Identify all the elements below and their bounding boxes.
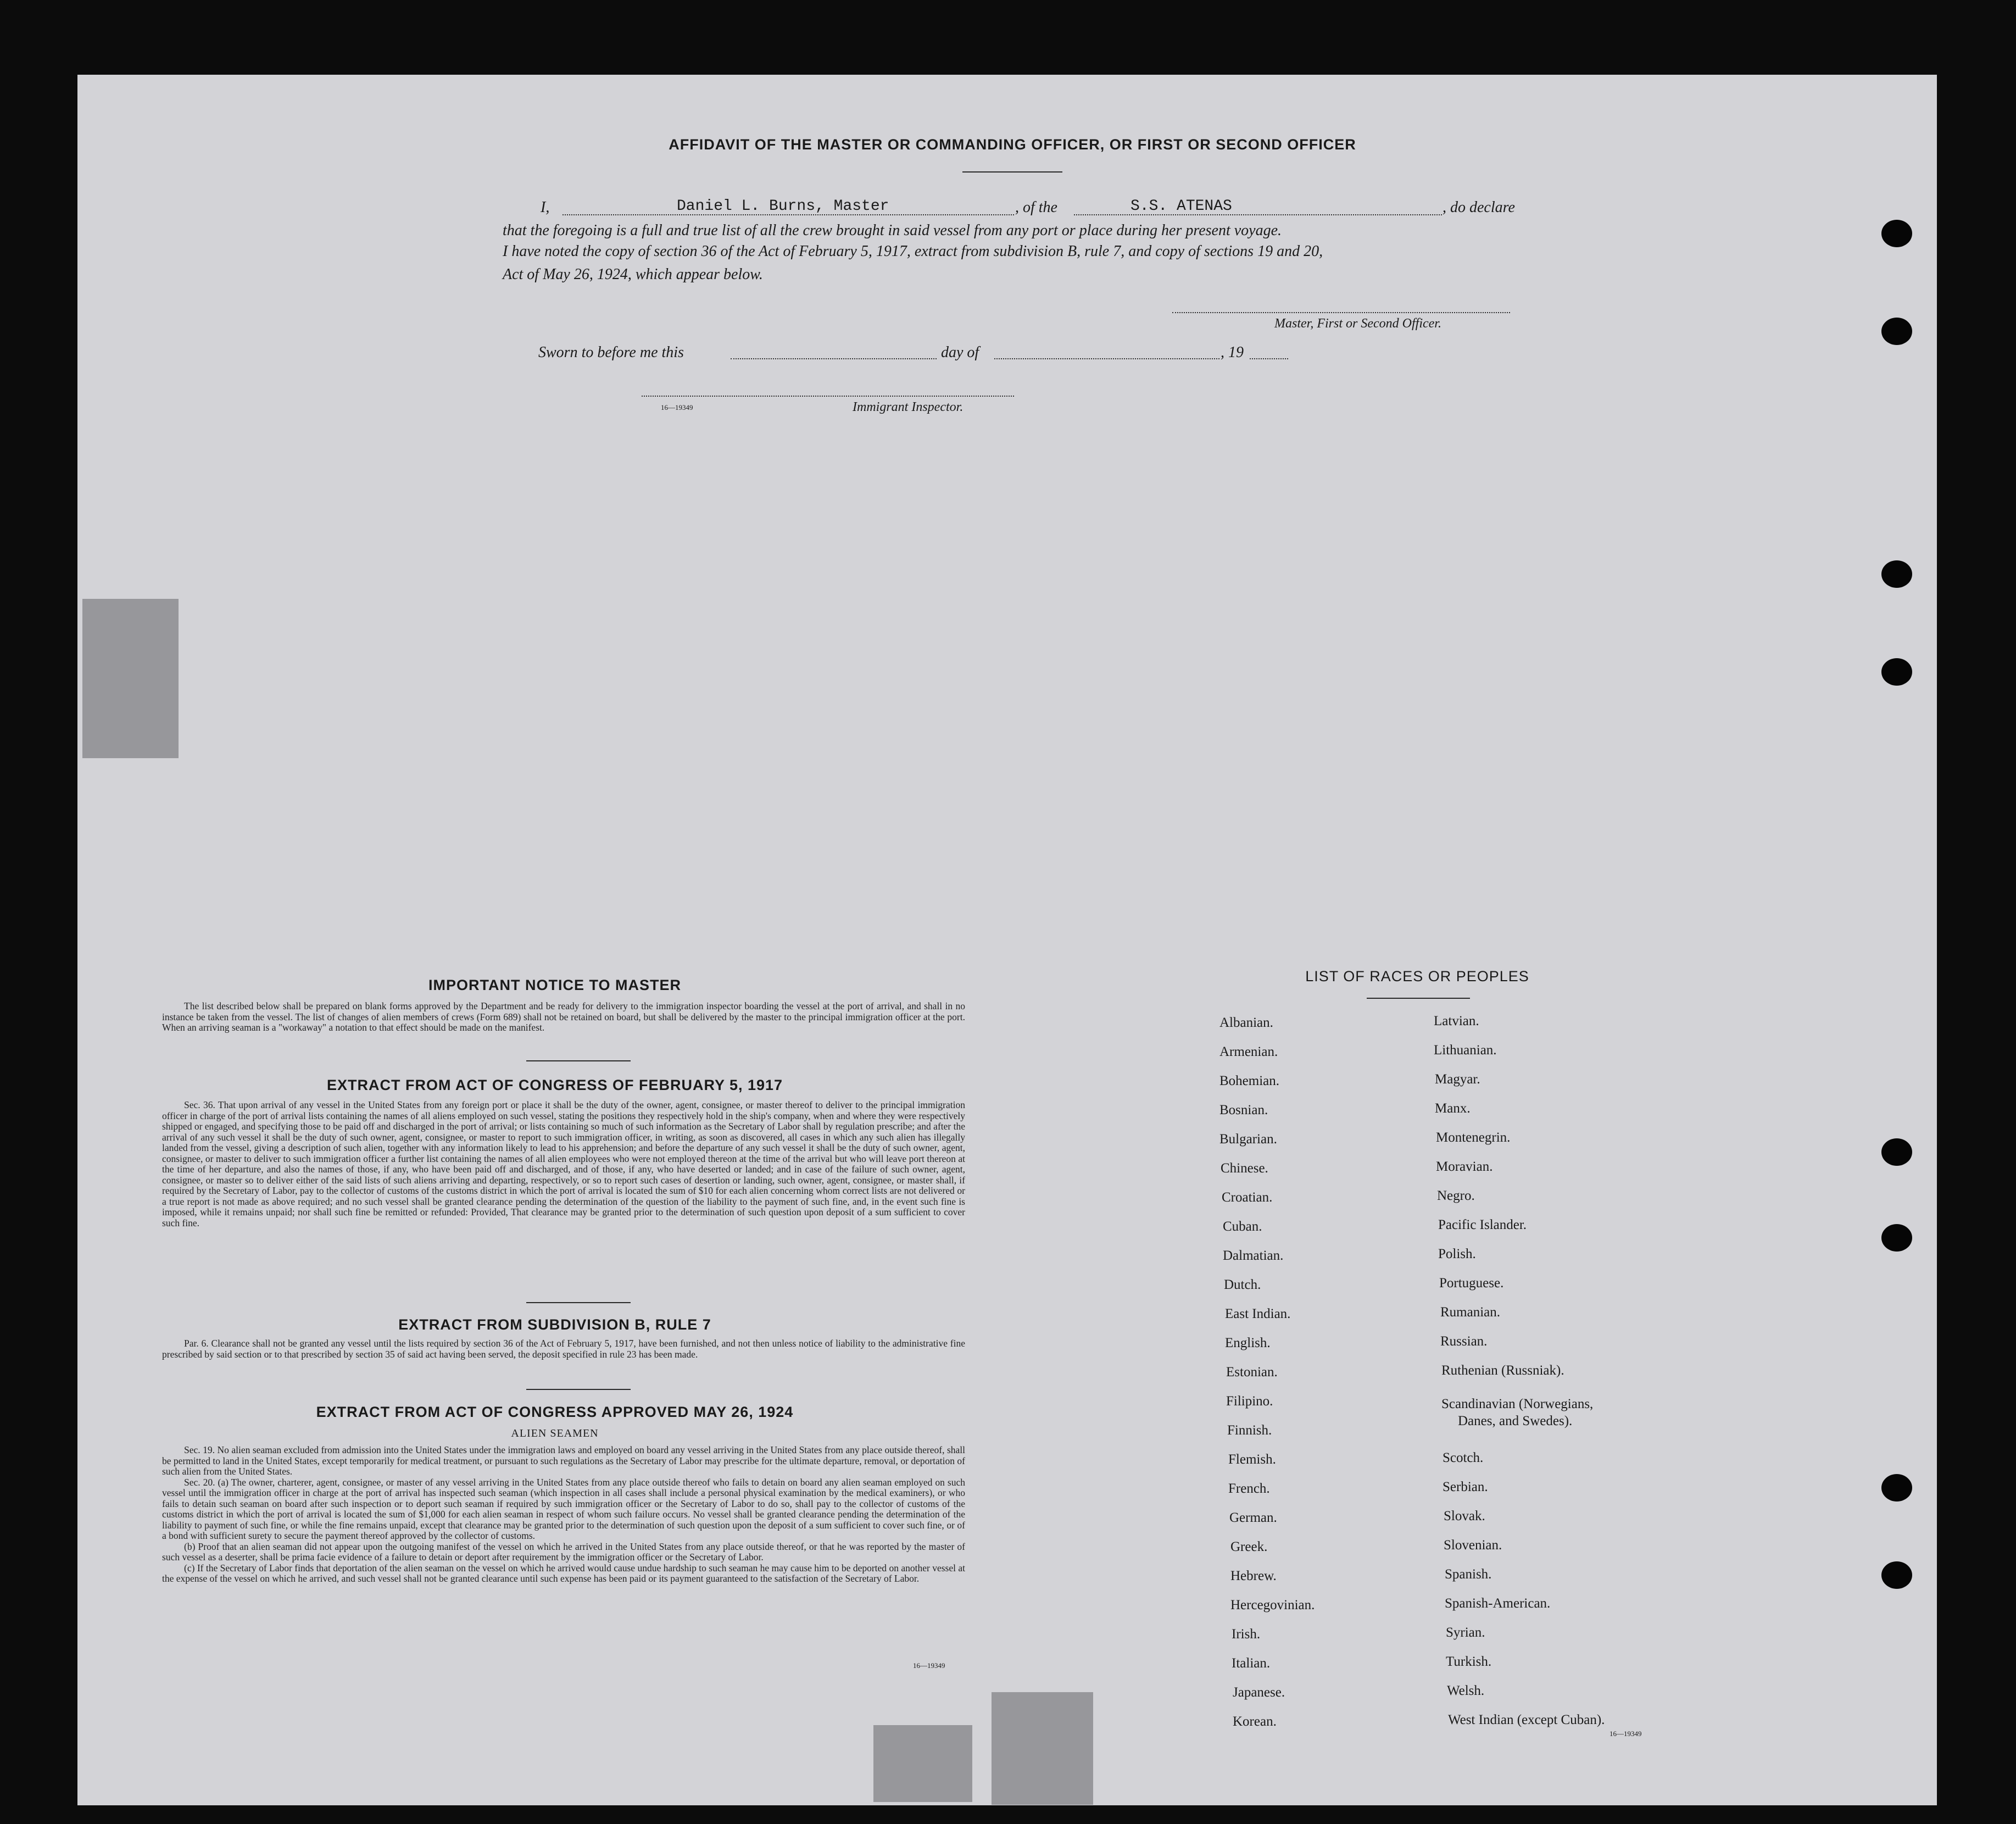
race-item: Portuguese. (1439, 1276, 1504, 1291)
race-item: West Indian (except Cuban). (1448, 1712, 1605, 1727)
notice-paragraph: The list described below shall be prepared on blank forms approved by the Department and be ready for delivery to the immigration inspector boarding the vessel at the port of arrival, and shall in no instance be taken from the vessel. The list of changes of alien members of crews (Form 689) shall not be retained on board, but shall be delivered by the master to the principal immigration officer at the port. When an arriving seaman is a "workaway" a notation to that effect should be made on the manifest. (162, 1000, 965, 1033)
race-item: Scotch. (1443, 1450, 1484, 1465)
race-item: Syrian. (1446, 1625, 1485, 1640)
extract-rule7-text (162, 1338, 965, 1360)
race-item: Dutch. (1224, 1277, 1261, 1292)
notice-text (162, 1001, 965, 1033)
tape-mark (82, 599, 179, 758)
race-item: Spanish. (1445, 1567, 1492, 1582)
race-item: German. (1229, 1510, 1277, 1525)
sworn-year-line (1250, 358, 1288, 359)
sworn-day-of: day of (941, 344, 979, 361)
extract-rule7-rule (526, 1389, 631, 1390)
race-item: Irish. (1232, 1627, 1261, 1642)
race-item: Russian. (1440, 1334, 1488, 1349)
race-item: Bosnian. (1219, 1103, 1268, 1117)
affidavit-title: AFFIDAVIT OF THE MASTER OR COMMANDING OFFICER, OR FIRST OR SECOND OFFICER (669, 136, 1356, 153)
race-item: Bulgarian. (1219, 1132, 1277, 1147)
sworn-year: , 19 (1221, 344, 1244, 361)
race-item: Albanian. (1219, 1015, 1273, 1030)
race-item: Welsh. (1447, 1683, 1485, 1698)
affidavit-line-2: that the foregoing is a full and true list of all the crew brought in said vessel from any port or place during her present voyage. (503, 222, 1282, 239)
extract-rule7-title: EXTRACT FROM SUBDIVISION B, RULE 7 (398, 1316, 711, 1333)
race-item: Magyar. (1435, 1072, 1480, 1087)
sec-19-paragraph: Sec. 19. No alien seaman excluded from admission into the United States under the immigration laws and employed on board any vessel arriving in the United States from any place outside thereof, shall be permitted to land in the United States, except temporarily for medical treatment, or pursuant to such regulations as the Secretary of Labor may prescribe for the ultimate departure, removal, or deportation of such alien from the United States. (162, 1444, 965, 1477)
race-item: Slovenian. (1444, 1538, 1502, 1553)
race-item: Moravian. (1436, 1159, 1493, 1174)
signature-caption: Master, First or Second Officer. (1274, 316, 1441, 331)
race-item: Estonian. (1226, 1365, 1278, 1380)
notice-title: IMPORTANT NOTICE TO MASTER (428, 977, 681, 993)
affidavit-form-number: 16—19349 (661, 403, 693, 411)
race-item: Serbian. (1443, 1480, 1488, 1494)
race-item: Filipino. (1226, 1394, 1273, 1409)
race-item: English. (1225, 1336, 1271, 1350)
race-item: Armenian. (1219, 1044, 1278, 1059)
sworn-label: Sworn to before me this (538, 344, 684, 361)
affidavit-title-rule (962, 171, 1062, 173)
race-item: Slovak. (1444, 1509, 1485, 1523)
sworn-day-line (731, 358, 937, 359)
race-item: Flemish. (1228, 1452, 1276, 1467)
inspector-caption: Immigrant Inspector. (853, 400, 964, 414)
race-item: Croatian. (1222, 1190, 1273, 1205)
extract-rule7-paragraph: Par. 6. Clearance shall not be granted any vessel until the lists required by section 36 of the Act of February 5, 1917, have been furnished, and not then unless notice of liability to the administrative fine prescribed by said section or to that prescribed by section 35 of said act having been served, the deposit specified in rule 23 has been made. (162, 1338, 965, 1360)
punch-hole (1881, 1474, 1912, 1502)
punch-hole (1881, 560, 1912, 588)
race-item: Latvian. (1434, 1014, 1479, 1028)
sworn-month-line (994, 358, 1219, 359)
sec-20a-paragraph: Sec. 20. (a) The owner, charterer, agent, consignee, or master of any vessel arriving in the United States from any place outside thereof who fails to detain on board any alien seaman employed on such vessel until the immigration officer in charge at the port of arrival has inspected such seaman (which inspection in all cases shall include a personal physical examination by the medical examiners), or who fails to detain such seaman on board after such inspection or to deport such seaman if required by such immigration officer or the Secretary of Labor to do so, shall pay to the collector of customs of the customs district in which the port of arrival is located the sum of $1,000 for each alien seaman in respect of whom such failure occurs. No vessel shall be granted clearance pending the determination of the liability to payment of such fine, or while the fine remains unpaid, except that clearance may be granted prior to the determination of such question upon the deposit of a sum sufficient to cover such fine, or of a bond with sufficient surety to secure the payment thereof approved by the collector of customs. (162, 1476, 965, 1541)
race-item: French. (1228, 1481, 1270, 1496)
race-item: Japanese. (1233, 1685, 1285, 1700)
race-item: Dalmatian. (1223, 1248, 1284, 1263)
master-name: Daniel L. Burns, Master (677, 198, 889, 215)
tape-mark (992, 1692, 1093, 1805)
race-item: Cuban. (1223, 1219, 1262, 1234)
race-item: Hercegovinian. (1230, 1598, 1315, 1612)
vessel-name-line (1074, 214, 1442, 215)
races-form-number: 16—19349 (1610, 1730, 1642, 1738)
inspector-signature-line (642, 396, 1014, 397)
race-item: Bohemian. (1219, 1074, 1280, 1088)
race-item: Ruthenian (Russniak). (1441, 1363, 1564, 1378)
race-item: Lithuanian. (1434, 1043, 1497, 1058)
punch-hole (1881, 318, 1912, 345)
race-item: Scandinavian (Norwegians, (1441, 1397, 1594, 1411)
race-item: Manx. (1435, 1101, 1471, 1116)
punch-hole (1881, 1561, 1912, 1589)
races-title: LIST OF RACES OR PEOPLES (1305, 968, 1529, 985)
punch-hole (1881, 1138, 1912, 1166)
race-item: Korean. (1233, 1714, 1277, 1729)
sec-20c-paragraph: (c) If the Secretary of Labor finds that deportation of the alien seaman on the vessel on which he arrived would cause undue hardship to such seaman he may cause him to be deported on another vessel at the expense of the vessel on which he arrived, and such vessel shall not be granted clearance until such expense has been paid or its payment guaranteed to the satisfaction of the Secretary of Labor. (162, 1562, 965, 1584)
race-item: Pacific Islander. (1438, 1217, 1527, 1232)
race-item: Negro. (1437, 1188, 1475, 1203)
extract-1917-text (162, 1100, 965, 1228)
race-item: Greek. (1230, 1539, 1268, 1554)
race-item: Spanish-American. (1445, 1596, 1551, 1611)
extract-1924-text (162, 1445, 965, 1584)
tape-mark (873, 1725, 972, 1802)
race-item: Chinese. (1221, 1161, 1268, 1176)
affidavit-of-the: , of the (1015, 199, 1057, 216)
extract-1924-title: EXTRACT FROM ACT OF CONGRESS APPROVED MAY 26, 1924 (316, 1404, 794, 1420)
affidavit-line-3: I have noted the copy of section 36 of the Act of February 5, 1917, extract from subdivision B, rule 7, and copy of sections 19 and 20, (503, 243, 1323, 260)
sec-20b-paragraph: (b) Proof that an alien seaman did not appear upon the outgoing manifest of the vessel on which he arrived in the United States from any place outside thereof, or that he was reported by the master of such vessel as a deserter, shall be prima facie evidence of a failure to detain or deport after requirement by the immigration officer or the Secretary of Labor. (162, 1541, 965, 1562)
race-item: Turkish. (1446, 1654, 1492, 1669)
vessel-name: S.S. ATENAS (1130, 198, 1232, 215)
race-item: Danes, and Swedes). (1458, 1414, 1573, 1428)
extract-1917-rule (526, 1302, 631, 1303)
signature-line (1172, 312, 1510, 313)
punch-hole (1881, 1224, 1912, 1252)
race-item: Italian. (1232, 1656, 1271, 1671)
race-item: Rumanian. (1440, 1305, 1501, 1320)
race-item: Finnish. (1227, 1423, 1272, 1438)
race-item: Montenegrin. (1436, 1130, 1511, 1145)
notice-rule (526, 1060, 631, 1061)
race-item: Hebrew. (1230, 1569, 1277, 1583)
extract-1917-title: EXTRACT FROM ACT OF CONGRESS OF FEBRUARY 5, 1917 (326, 1077, 783, 1093)
affidavit-do-declare: , do declare (1443, 199, 1515, 216)
extract-1917-paragraph: Sec. 36. That upon arrival of any vessel in the United States from any foreign port or place it shall be the duty of the owner, agent, consignee, or master thereof to deliver to the principal immigration officer in charge of the port of arrival lists containing the names of all aliens employed on such vessel, stating the positions they respectively hold in the ship's company, when and where they were respectively shipped or engaged, and specifying those to be paid off and discharged in the port of arrival; or lists containing so much of such information as the Secretary of Labor shall by regulation prescribe; and after the arrival of any such vessel it shall be the duty of such owner, agent, consignee, or master to report to such immigration officer, in writing, as soon as discovered, all cases in which any such alien has illegally landed from the vessel, giving a description of such alien, together with any information likely to lead to his apprehension; and before the departure of any such vessel it shall be the duty of such owner, agent, consignee, or master to deliver to such immigration officer a further list containing the names of all alien employees who were not employed thereon at the time of the arrival but who will leave port thereon at the time of her departure, and also the names of those, if any, who have been paid off and discharged, and of those, if any, who have deserted or landed; and in case of the failure of such owner, agent, consignee, or master so to deliver either of the said lists of such aliens arriving and departing, respectively, or so to report such cases of desertion or landing, such owner, agent, consignee, or master shall, if required by the Secretary of Labor, pay to the collector of customs of the customs district in which the port of arrival is located the sum of $10 for each alien concerning whom correct lists are not delivered or a true report is not made as above required; and no such vessel shall be granted clearance pending the determination of the question of the liability to the payment of such fine, and, in the event such fine is imposed, while it remains unpaid; nor shall such fine be remitted or refunded: Provided, That clearance may be granted prior to the determination of such question upon deposit of a sum sufficient to cover such fine. (162, 1099, 965, 1228)
extract-1924-subtitle: ALIEN SEAMEN (511, 1427, 599, 1439)
punch-hole (1881, 220, 1912, 247)
race-item: Polish. (1438, 1247, 1476, 1261)
punch-hole (1881, 658, 1912, 686)
affidavit-i-label: I, (541, 199, 550, 216)
races-title-rule (1367, 998, 1470, 999)
race-item: East Indian. (1225, 1306, 1291, 1321)
affidavit-line-4: Act of May 26, 1924, which appear below. (503, 266, 763, 283)
extract-1924-form-number: 16—19349 (913, 1661, 945, 1670)
